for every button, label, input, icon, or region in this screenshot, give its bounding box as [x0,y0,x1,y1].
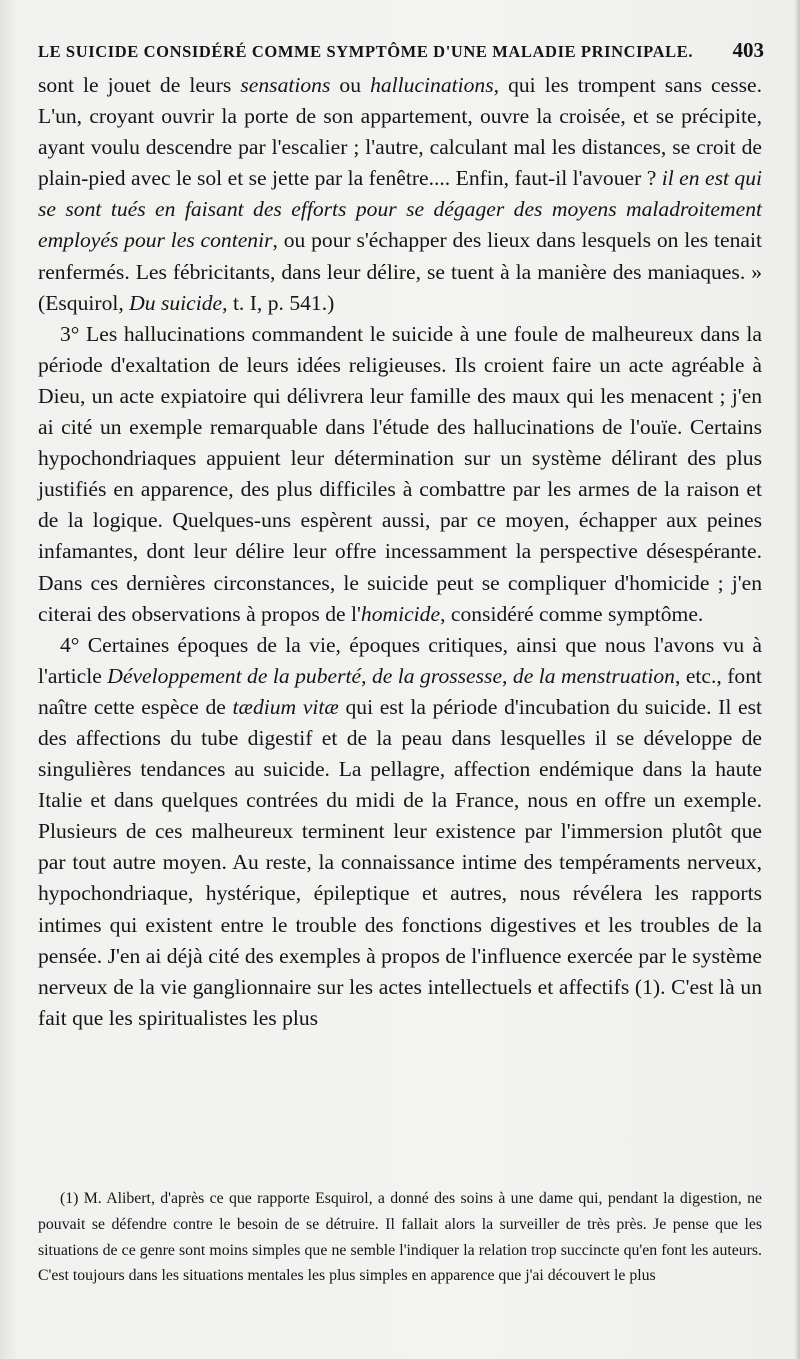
italic-run: de la grossesse [371,663,503,688]
body-paragraph [38,630,762,1034]
italic-run: Du suicide [129,290,223,315]
text-run: , qui les trompent sans cesse. L'un, croyant ouvrir la porte de son appartement, ouvre la croisée, et se précipite, ayant voulu descendre par l'escalier ; l'autre, calculant mal les distances, se croit de plain-pied avec le sol et se jette par la fenêtre.... Enfin, faut-il l'avouer ? [38,73,762,191]
running-head: LE SUICIDE CONSIDÉRÉ COMME SYMPTÔME D'UNE MALADIE PRINCIPALE. [38,42,694,61]
page-number: 403 [732,38,764,62]
body-paragraph [38,70,762,319]
text-run: , ou pour s'échapper des lieux dans lesquels on les tenait renfermés. Les fébricitants, dans leur délire, se tuent à la manière des maniaques. » (Esquirol, [38,228,762,315]
italic-run: tædium vitæ [232,694,339,719]
text-run: , considéré comme symptôme. [440,601,704,626]
text-run: , t. I, p. 541.) [222,290,335,315]
footnote-text: (1) M. Alibert, d'après ce que rapporte Esquirol, a donné des soins à une dame qui, pendant la digestion, ne pouvait se défendre contre le besoin de se détruire. Il fallait alors la surveiller de très près. Je pense que les situations de ce genre sont moins simples que ne semble l'indiquer la relation trop succincte qu'en font les auteurs. C'est toujours dans les situations mentales les plus simples en apparence que j'ai découvert le plus [38,1190,762,1285]
text-run: sont le jouet de leurs [38,73,241,97]
text-run: qui est la période d'incubation du suicide. Il est des affections du tube digestif et de la peau dans lesquelles il se développe de singulières tendances au suicide. La pellagre, affection endémique dans la haute Italie et dans quelques contrées du midi de la France, nous en offre un exemple. Plusieurs de ces malheureux terminent leur existence par l'immersion plutôt que par tout autre moyen. Au reste, la connaissance intime des tempéraments nerveux, hypochondriaque, hystérique, épileptique et autres, nous révélera les rapports intimes qui existent entre le trouble des fonctions digestives et les troubles de la pensée. J'en ai déjà cité des exemples à propos de l'influence exercée par le système nerveux de la vie ganglionnaire sur les actes intellectuels et affectifs (1). C'est là un fait que les spiritualistes les plus [38,694,762,1030]
italic-run: il en est qui se sont tués en faisant des efforts pour se dégager des moyens maladroitement employés pour les contenir [38,166,762,253]
scan-edge-shadow [794,0,800,1359]
text-run: , [502,663,513,688]
italic-run: hallucinations [370,73,494,97]
page-header [38,38,764,63]
text-run: ou [330,73,371,97]
main-text [38,70,762,1034]
footnote [38,1186,762,1289]
italic-run: de la menstruation [512,663,675,688]
italic-run: homicide [360,601,441,626]
text-run: , [361,663,372,688]
italic-run: sensations [240,73,331,97]
italic-run: Développement de la puberté [107,663,362,688]
body-paragraph [38,319,762,630]
text-run: 4° Certaines époques de la vie, époques critiques, ainsi que nous l'avons vu à l'article [38,632,762,688]
text-run: , etc., font naître cette espèce de [38,663,763,719]
text-run: 3° Les hallucinations commandent le suicide à une foule de malheureux dans la période d'exaltation de leurs idées religieuses. Ils croient faire un acte agréable à Dieu, un acte expiatoire qui délivrera leur famille des maux qui les menacent ; j'en ai cité un exemple remarquable dans l'étude des hallucinations de l'ouïe. Certains hypochondriaques appuient leur détermination sur un système délirant des plus justifiés en apparence, des plus difficiles à combattre par les armes de la raison et de la logique. Quelques-uns espèrent aussi, par ce moyen, échapper aux peines infamantes, dont leur délire leur offre incessamment la perspective désespérante. Dans ces dernières circonstances, le suicide peut se compliquer d'homicide ; j'en citerai des observations à propos de l' [38,321,762,626]
